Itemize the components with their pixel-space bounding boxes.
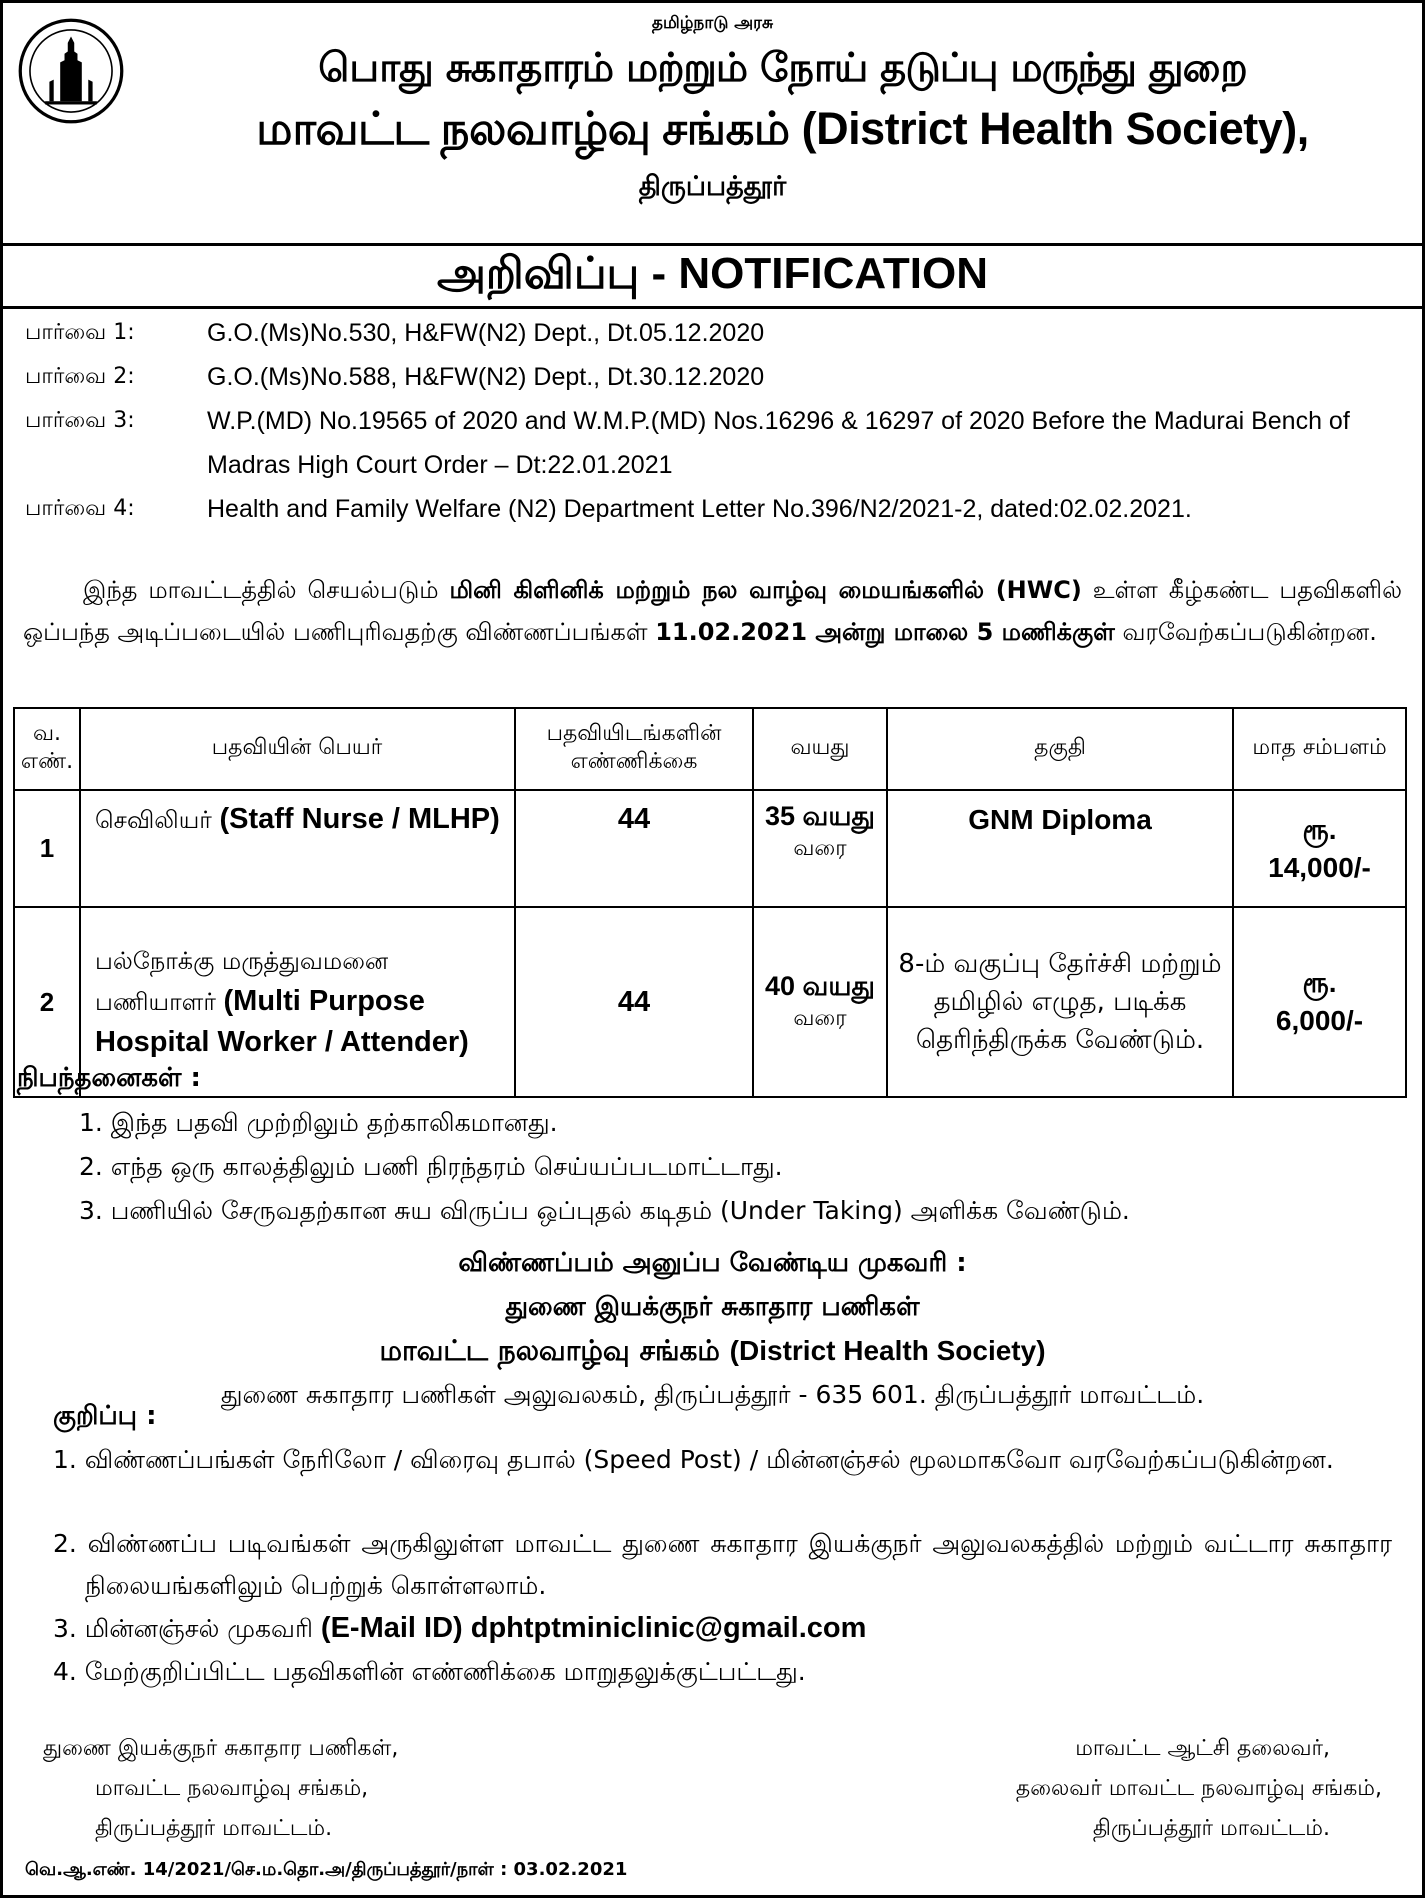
references bbox=[25, 311, 1402, 575]
department-title: பொது சுகாதாரம் மற்றும் நோய் தடுப்பு மருந்து துறை bbox=[318, 45, 1247, 91]
reference-label: பார்வை 4: bbox=[25, 496, 135, 521]
notes-section bbox=[53, 1401, 1392, 1693]
note-item bbox=[53, 1607, 1392, 1651]
header-age: வயது bbox=[753, 708, 887, 790]
condition-item: 2. எந்த ஒரு காலத்திலும் பணி நிரந்தரம் செய்யப்படமாட்டாது. bbox=[79, 1152, 783, 1181]
reference-text: G.O.(Ms)No.530, H&FW(N2) Dept., Dt.05.12.2020 bbox=[207, 319, 765, 347]
header bbox=[3, 3, 1422, 233]
posts-table bbox=[13, 707, 1407, 1098]
table-header-row bbox=[14, 708, 1406, 790]
society-title: மாவட்ட நலவாழ்வு சங்கம் (District Health Society), bbox=[256, 103, 1309, 154]
signature-right bbox=[862, 1729, 1382, 1849]
signature-line: துணை இயக்குநர் சுகாதார பணிகள், bbox=[43, 1736, 399, 1761]
salary-prefix: ரூ. bbox=[1302, 813, 1337, 845]
address-line: துணை சுகாதார பணிகள் அலுவலகம், திருப்பத்தூர் - 635 601. திருப்பத்தூர் மாவட்டம். bbox=[220, 1380, 1205, 1409]
post-name-ta: செவிலியர் bbox=[95, 806, 220, 834]
reference-text: G.O.(Ms)No.588, H&FW(N2) Dept., Dt.30.12.2020 bbox=[207, 363, 765, 391]
header-qualification: தகுதி bbox=[887, 708, 1233, 790]
row-vacancies: 44 bbox=[515, 907, 753, 1097]
note-item: 4. மேற்குறிப்பிட்ட பதவிகளின் எண்ணிக்கை மாறுதலுக்குட்பட்டது. bbox=[53, 1657, 806, 1686]
header-post-name: பதவியின் பெயர் bbox=[80, 708, 515, 790]
condition-item: 1. இந்த பதவி முற்றிலும் தற்காலிகமானது. bbox=[79, 1108, 558, 1137]
note-item: 2. விண்ணப்ப படிவங்கள் அருகிலுள்ள மாவட்ட துணை சுகாதார இயக்குநர் அலுவலகத்தில் மற்றும் வட்டார சுகாதார நிலையங்களிலும் பெற்றுக் கொள்ளலாம். bbox=[53, 1529, 1392, 1600]
row-age bbox=[753, 790, 887, 907]
note-email: (E-Mail ID) dphtptminiclinic@gmail.com bbox=[320, 1612, 867, 1644]
address-heading: விண்ணப்பம் அனுப்ப வேண்டிய முகவரி : bbox=[458, 1248, 967, 1278]
notification-title: அறிவிப்பு - NOTIFICATION bbox=[437, 249, 988, 298]
note-email-label: 3. மின்னஞ்சல் முகவரி bbox=[53, 1614, 321, 1643]
post-name-ta: பல்நோக்கு மருத்துவமனை பணியாளர் bbox=[95, 947, 389, 1016]
table-row bbox=[14, 790, 1406, 907]
qualification-text: GNM Diploma bbox=[968, 804, 1152, 835]
government-label: தமிழ்நாடு அரசு bbox=[651, 13, 774, 33]
reference-label: பார்வை 2: bbox=[25, 364, 135, 389]
row-salary bbox=[1233, 790, 1406, 907]
age-suffix: வரை bbox=[793, 836, 847, 861]
post-name-en: (Multi Purpose Hospital Worker / Attender) bbox=[95, 985, 469, 1058]
header-serial: வ. எண். bbox=[14, 708, 80, 790]
row-post-name bbox=[80, 790, 515, 907]
address-society-en: (District Health Society) bbox=[729, 1335, 1046, 1366]
notification-banner bbox=[3, 243, 1422, 309]
reference-number: வெ.ஆ.எண். 14/2021/செ.ம.தொ.அ/திருப்பத்தூர்/நாள் : 03.02.2021 bbox=[25, 1859, 628, 1880]
reference-label: பார்வை 3: bbox=[25, 408, 135, 433]
intro-deadline: 11.02.2021 அன்று மாலை 5 மணிக்குள் bbox=[655, 618, 1115, 646]
address-society bbox=[3, 1329, 1422, 1373]
signature-line: திருப்பத்தூர் மாவட்டம். bbox=[1092, 1816, 1330, 1841]
age-suffix: வரை bbox=[793, 1005, 847, 1031]
district-title: திருப்பத்தூர் bbox=[638, 171, 787, 202]
header-salary: மாத சம்பளம் bbox=[1233, 708, 1406, 790]
signature-line: தலைவர் மாவட்ட நலவாழ்வு சங்கம், bbox=[1015, 1776, 1382, 1801]
intro-text: உள்ள கீழ்கண்ட பதவிகளில் ஒப்பந்த அடிப்படையில் பணிபுரிவதற்கு விண்ணப்பங்கள் bbox=[23, 576, 1402, 646]
intro-highlight: மினி கிளினிக் மற்றும் நல வாழ்வு மையங்களில் (HWC) bbox=[449, 576, 1082, 604]
age-value: 40 வயது bbox=[765, 970, 875, 1001]
reference-item bbox=[25, 487, 1402, 575]
signature-line: திருப்பத்தூர் மாவட்டம். bbox=[95, 1816, 333, 1841]
qualification-text: 8-ம் வகுப்பு தேர்ச்சி மற்றும் தமிழில் எழுத, படிக்க தெரிந்திருக்க வேண்டும். bbox=[898, 949, 1222, 1055]
salary-prefix: ரூ. bbox=[1302, 967, 1337, 998]
signature-line: மாவட்ட நலவாழ்வு சங்கம், bbox=[95, 1776, 369, 1801]
reference-label: பார்வை 1: bbox=[25, 320, 135, 345]
salary-value: 6,000/- bbox=[1275, 1005, 1364, 1036]
notes-title: குறிப்பு : bbox=[53, 1401, 157, 1431]
row-qualification bbox=[887, 790, 1233, 907]
intro-text: இந்த மாவட்டத்தில் செயல்படும் bbox=[83, 576, 450, 604]
intro-text: வரவேற்கப்படுகின்றன. bbox=[1114, 618, 1377, 646]
note-item: 1. விண்ணப்பங்கள் நேரிலோ / விரைவு தபால் (Speed Post) / மின்னஞ்சல் மூலமாகவோ வரவேற்கப்படுகின்றன. bbox=[53, 1445, 1334, 1474]
address-society-ta: மாவட்ட நலவாழ்வு சங்கம் bbox=[379, 1334, 730, 1367]
address-section bbox=[3, 1241, 1422, 1417]
row-serial: 2 bbox=[14, 907, 80, 1097]
post-name-en: (Staff Nurse / MLHP) bbox=[219, 803, 500, 835]
signature-left bbox=[43, 1729, 563, 1849]
reference-text: Health and Family Welfare (N2) Department Letter No.396/N2/2021-2, dated:02.02.2021. bbox=[207, 495, 1192, 523]
header-vacancies: பதவியிடங்களின் எண்ணிக்கை bbox=[515, 708, 753, 790]
conditions-section bbox=[17, 1063, 1402, 1233]
condition-item: 3. பணியில் சேருவதற்கான சுய விருப்ப ஒப்புதல் கடிதம் (Under Taking) அளிக்க வேண்டும். bbox=[79, 1196, 1130, 1225]
address-officer: துணை இயக்குநர் சுகாதார பணிகள் bbox=[505, 1292, 920, 1322]
reference-item bbox=[25, 399, 1402, 487]
reference-text: W.P.(MD) No.19565 of 2020 and W.M.P.(MD) Nos.16296 & 16297 of 2020 Before the Madurai Bench of Madras High Court Order – Dt:22.01.2021 bbox=[207, 407, 1350, 479]
intro-paragraph bbox=[23, 569, 1402, 653]
salary-value: 14,000/- bbox=[1268, 851, 1371, 883]
row-serial: 1 bbox=[14, 790, 80, 907]
row-vacancies: 44 bbox=[515, 790, 753, 907]
reference-item bbox=[25, 355, 1402, 399]
conditions-title: நிபந்தனைகள் : bbox=[17, 1063, 201, 1093]
age-value: 35 வயது bbox=[765, 801, 875, 831]
signature-line: மாவட்ட ஆட்சி தலைவர், bbox=[1075, 1736, 1330, 1761]
reference-item bbox=[25, 311, 1402, 355]
